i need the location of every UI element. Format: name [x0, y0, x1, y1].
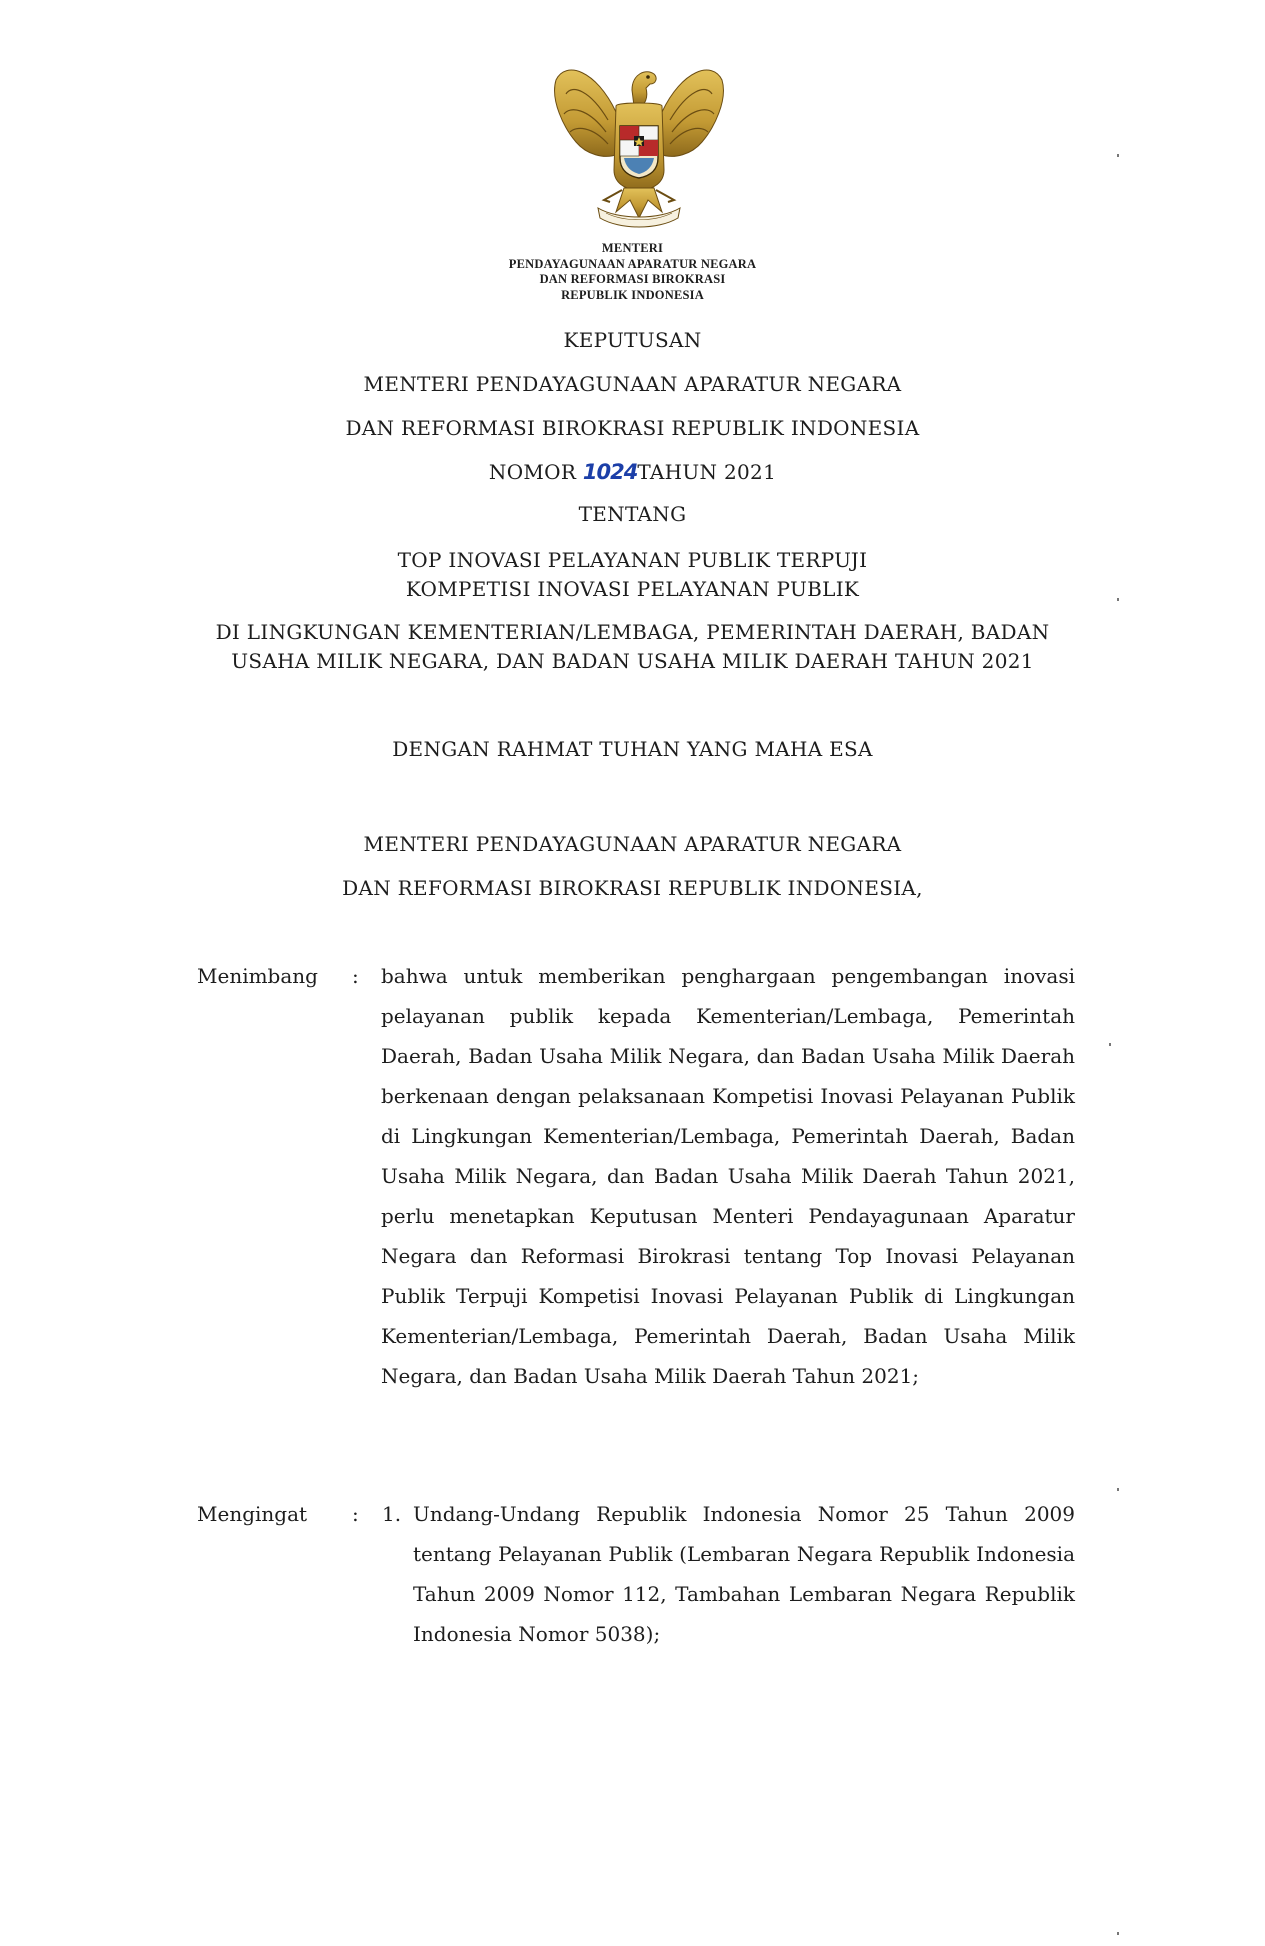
menimbang-text: bahwa untuk memberikan penghargaan pengembangan inovasi pelayanan publik kepada Kementerian/Lembaga, Pemerintah Daerah, Badan Usaha Milik Negara, dan Badan Usaha Milik Daerah berkenaan dengan pelaksanaan Kompetisi Inovasi Pelayanan Publik di Lingkungan Kementerian/Lembaga, Pemerintah Daerah, Badan Usaha Milik Negara, dan Badan Usaha Milik Daerah Tahun 2021, perlu menetapkan Keputusan Menteri Pendayagunaan Aparatur Negara dan Reformasi Birokrasi tentang Top Inovasi Pelayanan Publik Terpuji Kompetisi Inovasi Pelayanan Publik di Lingkungan Kementerian/Lembaga, Pemerintah Daerah, Badan Usaha Milik Negara, dan Badan Usaha Milik Daerah Tahun 2021; [381, 964, 1075, 1388]
letterhead-line: REPUBLIK INDONESIA [561, 287, 704, 302]
menimbang-colon: : [352, 964, 359, 988]
menimbang-label: Menimbang [197, 964, 318, 988]
subject-line: USAHA MILIK NEGARA, DAN BADAN USAHA MILIK DAERAH TAHUN 2021 [231, 649, 1034, 673]
mengingat-colon: : [352, 1502, 359, 1526]
nomor-handwritten: 1024 [582, 460, 638, 484]
subject-line: TOP INOVASI PELAYANAN PUBLIK TERPUJI [397, 548, 868, 572]
scan-speck [1117, 598, 1119, 601]
scan-speck [1117, 1932, 1119, 1935]
letterhead-line: MENTERI [601, 241, 664, 255]
letterhead-line: PENDAYAGUNAAN APARATUR NEGARA [508, 256, 757, 271]
letterhead-line: DAN REFORMASI BIROKRASI [539, 272, 726, 286]
issuer-line-1: MENTERI PENDAYAGUNAAN APARATUR NEGARA [363, 832, 902, 856]
decree-issuer-line-2: DAN REFORMASI BIROKRASI REPUBLIK INDONESIA [345, 416, 920, 440]
subject-line: DI LINGKUNGAN KEMENTERIAN/LEMBAGA, PEMERINTAH DAERAH, BADAN [215, 620, 1050, 644]
invocation: DENGAN RAHMAT TUHAN YANG MAHA ESA [392, 737, 873, 761]
mengingat-item-text: Undang-Undang Republik Indonesia Nomor 25 Tahun 2009 tentang Pelayanan Publik (Lembaran Negara Republik Indonesia Tahun 2009 Nomor 112, Tambahan Lembaran Negara Republik Indonesia Nomor 5038); [413, 1502, 1075, 1646]
mengingat-label: Mengingat [197, 1502, 308, 1526]
scan-speck [1117, 1488, 1119, 1491]
decree-issuer-line-1: MENTERI PENDAYAGUNAAN APARATUR NEGARA [363, 372, 902, 396]
ministry-letterhead [0, 241, 1265, 303]
nomor-prefix: NOMOR [488, 460, 577, 484]
scan-speck [1109, 1043, 1111, 1046]
decree-type: KEPUTUSAN [563, 328, 702, 352]
issuer-line-2: DAN REFORMASI BIROKRASI REPUBLIK INDONESIA, [342, 876, 923, 900]
tentang-label: TENTANG [578, 502, 687, 526]
decree-number [0, 460, 1265, 484]
garuda-emblem-icon [546, 50, 732, 238]
subject-line: KOMPETISI INOVASI PELAYANAN PUBLIK [405, 577, 860, 601]
mengingat-item-number: 1. [382, 1502, 402, 1526]
nomor-suffix: TAHUN 2021 [637, 460, 777, 484]
scan-speck [1117, 154, 1119, 157]
